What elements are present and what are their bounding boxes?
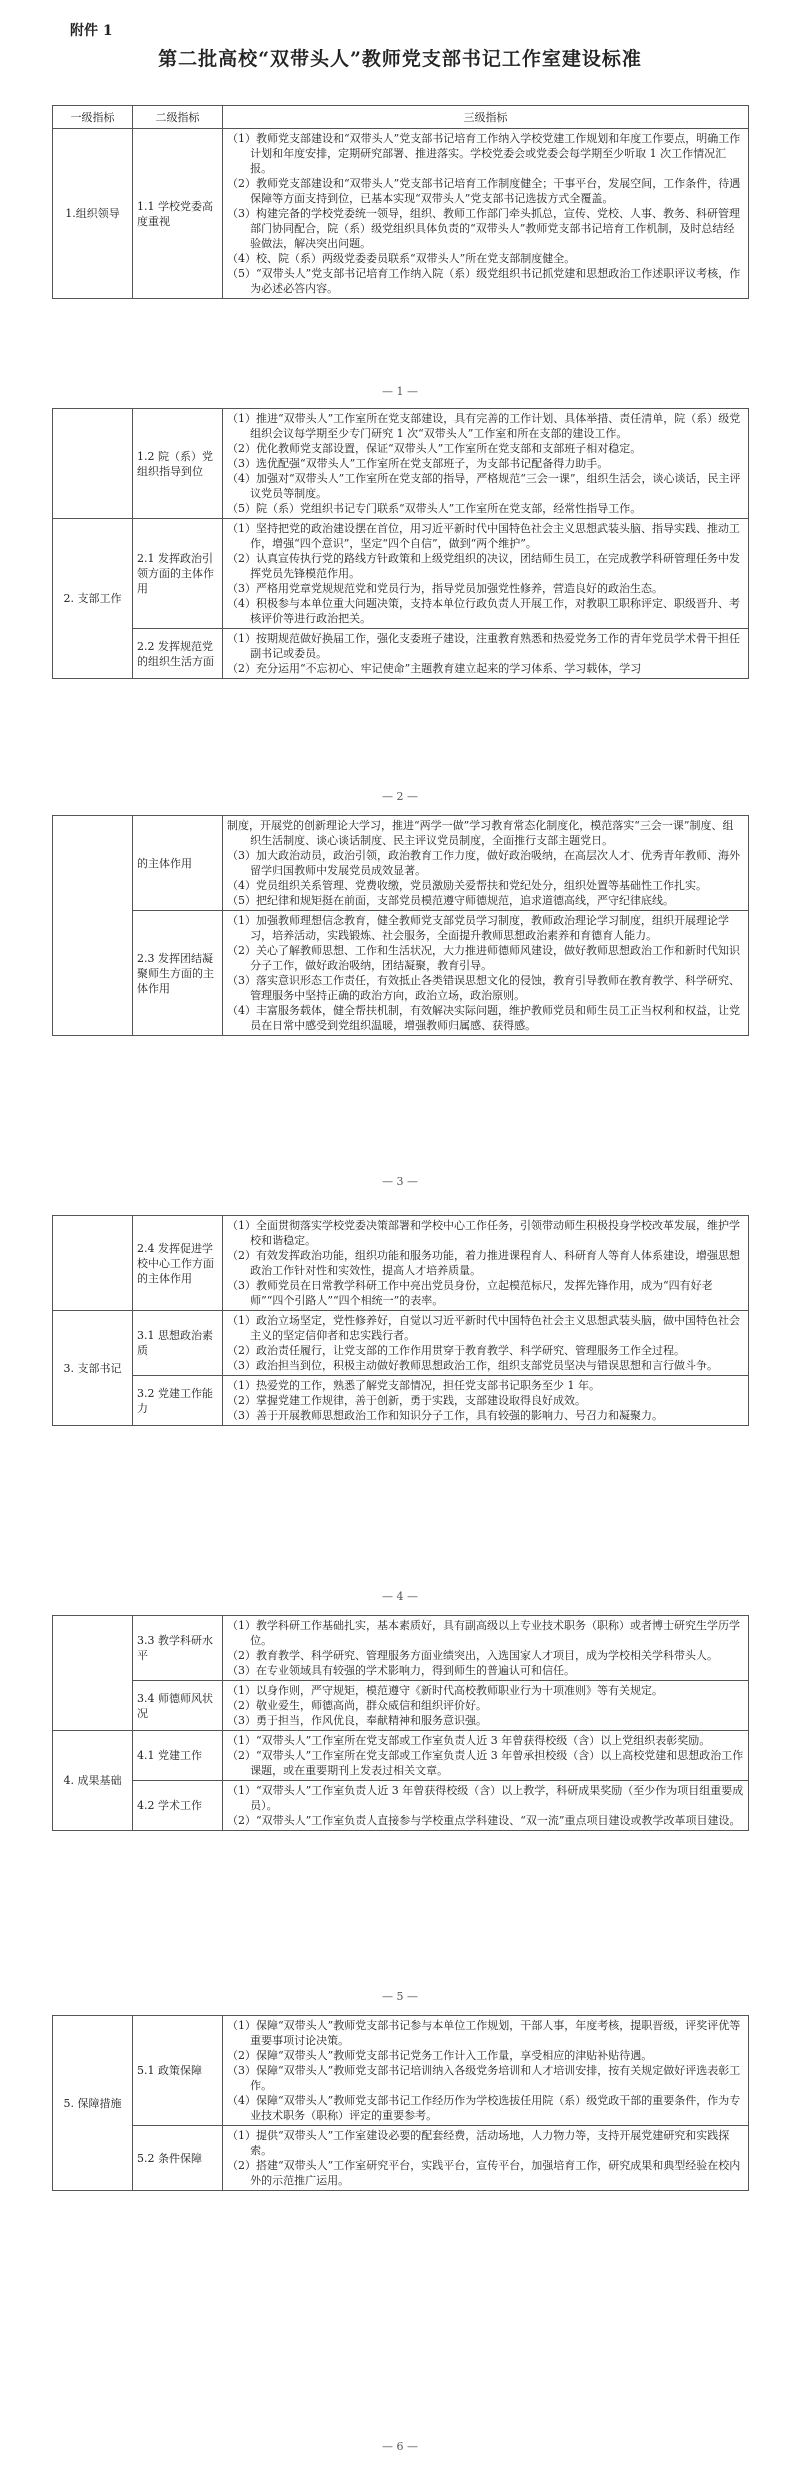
level3-item: （1）坚持把党的政治建设摆在首位，用习近平新时代中国特色社会主义思想武装头脑、指导实践、推动工作，增强“四个意识”，坚定“四个自信”，做到“两个维护”。 bbox=[227, 522, 740, 550]
level1-indicator: 5. 保障措施 bbox=[53, 2016, 133, 2191]
level3-item: （4）校、院（系）两级党委委员联系“双带头人”所在党支部制度健全。 bbox=[227, 252, 576, 265]
level3-indicators bbox=[223, 1781, 749, 1831]
page-number: — 3 — bbox=[382, 1175, 418, 1188]
level3-item: （1）教学科研工作基础扎实，基本素质好，具有副高级以上专业技术职务（职称）或者博士研究生学历学位。 bbox=[227, 1619, 740, 1647]
page-number: — 1 — bbox=[382, 385, 418, 398]
level3-item: （3）落实意识形态工作责任，有效抵止各类错误思想文化的侵蚀，教育引导教师在教育教学、科学研究、管理服务中坚持正确的政治方向，政治立场，政治原则。 bbox=[227, 974, 740, 1002]
table-row bbox=[53, 129, 749, 299]
attachment-label: 附件 1 bbox=[70, 23, 113, 39]
level3-item: （2）保障“双带头人”教师党支部书记党务工作计入工作量，享受相应的津贴补贴待遇。 bbox=[227, 2049, 653, 2062]
level3-item: （3）保障“双带头人”教师党支部书记培训纳入各级党务培训和人才培训安排，按有关规定做好评选表彰工作。 bbox=[227, 2064, 741, 2092]
standards-table-page-1 bbox=[52, 105, 749, 299]
page-number: — 4 — bbox=[382, 1590, 418, 1603]
level3-item: （1）“双带头人”工作室所在党支部或工作室负责人近 3 年曾获得校级（含）以上党组织表彰奖励。 bbox=[227, 1734, 711, 1747]
header-level3: 三级指标 bbox=[223, 106, 749, 129]
level3-item: （1）保障“双带头人”教师党支部书记参与本单位工作规划，干部人事，年度考核，提职晋级，评奖评优等重要事项讨论决策。 bbox=[227, 2019, 741, 2047]
table-header-row bbox=[53, 106, 749, 129]
level3-item: （1）按期规范做好换届工作，强化支委班子建设，注重教育熟悉和热爱党务工作的青年党员学术骨干担任副书记或委员。 bbox=[227, 632, 740, 660]
level3-item: （2）“双带头人”工作室所在党支部或工作室负责人近 3 年曾承担校级（含）以上高校党建和思想政治工作课题，或在重要期刊上发表过相关文章。 bbox=[227, 1749, 744, 1777]
level3-item: （1）“双带头人”工作室负责人近 3 年曾获得校级（含）以上教学，科研成果奖励（至少作为项目组重要成员）。 bbox=[227, 1784, 744, 1812]
level3-indicators bbox=[223, 629, 749, 679]
level3-indicators bbox=[223, 1681, 749, 1731]
level1-indicator: 3. 支部书记 bbox=[53, 1311, 133, 1426]
table-row bbox=[53, 629, 749, 679]
level3-item: （3）勇于担当，作风优良，奉献精神和服务意识强。 bbox=[227, 1714, 487, 1727]
level3-indicators bbox=[223, 519, 749, 629]
level3-item: （1）以身作则，严守规矩，模范遵守《新时代高校教师职业行为十项准则》等有关规定。 bbox=[227, 1684, 663, 1697]
level3-item: （2）敬业爱生，师德高尚，群众威信和组织评价好。 bbox=[227, 1699, 487, 1712]
level3-item: （1）提供“双带头人”工作室建设必要的配套经费，活动场地，人力物力等，支持开展党建研究和实践探索。 bbox=[227, 2129, 730, 2157]
level3-item: （2）搭建“双带头人”工作室研究平台，实践平台，宣传平台，加强培育工作，研究成果和典型经验在校内外的示范推广运用。 bbox=[227, 2159, 741, 2187]
level2-indicator: 2.1 发挥政治引领方面的主体作用 bbox=[133, 519, 223, 629]
table-row bbox=[53, 519, 749, 629]
level3-item: （2）关心了解教师思想、工作和生活状况，大力推进师德师风建设，做好教师思想政治工作和新时代知识分子工作，做好政治吸纳，团结凝聚，教育引导。 bbox=[227, 944, 740, 972]
level2-indicator: 5.1 政策保障 bbox=[133, 2016, 223, 2126]
level3-item: （2）有效发挥政治功能，组织功能和服务功能，着力推进课程育人、科研育人等育人体系建设，增强思想政治工作针对性和实效性，提高人才培养质量。 bbox=[227, 1249, 740, 1277]
level3-item: （2）“双带头人”工作室负责人直接参与学校重点学科建设、“双一流”重点项目建设或教学改革项目建设。 bbox=[227, 1814, 741, 1827]
level2-indicator: 2.3 发挥团结凝聚师生方面的主体作用 bbox=[133, 911, 223, 1036]
page-number: — 5 — bbox=[382, 1990, 418, 2003]
table-row bbox=[53, 1616, 749, 1681]
table-row bbox=[53, 1731, 749, 1781]
level3-item: （2）优化教师党支部设置，保证“双带头人”工作室所在党支部和支部班子相对稳定。 bbox=[227, 442, 642, 455]
level3-item: （1）热爱党的工作，熟悉了解党支部情况，担任党支部书记职务至少 1 年。 bbox=[227, 1379, 600, 1392]
level1-indicator bbox=[53, 409, 133, 519]
level1-indicator bbox=[53, 816, 133, 1036]
level3-indicators bbox=[223, 2016, 749, 2126]
level3-indicators bbox=[223, 2126, 749, 2191]
level3-indicators bbox=[223, 129, 749, 299]
level1-indicator: 1.组织领导 bbox=[53, 129, 133, 299]
table-row bbox=[53, 911, 749, 1036]
level2-indicator: 3.1 思想政治素质 bbox=[133, 1311, 223, 1376]
level3-indicators bbox=[223, 1616, 749, 1681]
level2-indicator: 2.4 发挥促进学校中心工作方面的主体作用 bbox=[133, 1216, 223, 1311]
level3-item: （3）严格用党章党规规范党和党员行为，指导党员加强党性修养，营造良好的政治生态。 bbox=[227, 582, 663, 595]
rows bbox=[53, 129, 749, 299]
table-row bbox=[53, 1781, 749, 1831]
level3-indicators bbox=[223, 911, 749, 1036]
table-row bbox=[53, 1376, 749, 1426]
table-row bbox=[53, 1681, 749, 1731]
level1-indicator bbox=[53, 1216, 133, 1311]
level3-item: （2）掌握党建工作规律，善于创新，勇于实践，支部建设取得良好成效。 bbox=[227, 1394, 586, 1407]
level3-item: （4）丰富服务载体，健全帮扶机制，有效解决实际问题，维护教师党员和师生员工正当权利和权益，让党员在日常中感受到党组织温暖，增强教师归属感、获得感。 bbox=[227, 1004, 740, 1032]
level1-indicator: 4. 成果基础 bbox=[53, 1731, 133, 1831]
level3-indicators bbox=[223, 1376, 749, 1426]
rows bbox=[53, 1216, 749, 1426]
table-row bbox=[53, 2126, 749, 2191]
level3-item: （4）党员组织关系管理、党费收缴，党员激励关爱帮扶和党纪处分，组织处置等基础性工作扎实。 bbox=[227, 879, 707, 892]
level3-item: （3）在专业领域具有较强的学术影响力，得到师生的普遍认可和信任。 bbox=[227, 1664, 575, 1677]
level2-indicator: 1.2 院（系）党组织指导到位 bbox=[133, 409, 223, 519]
level2-indicator: 的主体作用 bbox=[133, 816, 223, 911]
level3-item: （5）把纪律和规矩挺在前面，支部党员模范遵守师德规范，追求道德高线，严守纪律底线。 bbox=[227, 894, 674, 907]
level3-item: （3）选优配强“双带头人”工作室所在党支部班子，为支部书记配备得力助手。 bbox=[227, 457, 609, 470]
rows bbox=[53, 2016, 749, 2191]
level3-item: （4）加强对“双带头人”工作室所在党支部的指导，严格规范“三会一课”，组织生活会，谈心谈话，民主评议党员等制度。 bbox=[227, 472, 741, 500]
level3-item: （1）政治立场坚定，党性修养好，自觉以习近平新时代中国特色社会主义思想武装头脑，做中国特色社会主义的坚定信仰者和忠实践行者。 bbox=[227, 1314, 740, 1342]
level3-item: （2）充分运用“不忘初心、牢记使命”主题教育建立起来的学习体系、学习载体，学习 bbox=[227, 662, 642, 675]
table-row bbox=[53, 2016, 749, 2126]
standards-table-page-6 bbox=[52, 2015, 749, 2191]
level3-item: （1）加强教师理想信念教育，健全教师党支部党员学习制度，教师政治理论学习制度，组织开展理论学习，培养活动，实践锻炼、社会服务，全面提升教师思想政治素养和育德育人能力。 bbox=[227, 914, 729, 942]
level3-item: （1）教师党支部建设和“双带头人”党支部书记培育工作纳入学校党建工作规划和年度工作要点，明确工作计划和年度安排，定期研究部署、推进落实。学校党委会或党委会每学期至少听取 1 次工作情况汇报。 bbox=[227, 132, 741, 175]
level3-item: （3）政治担当到位，积极主动做好教师思想政治工作，组织支部党员坚决与错误思想和言行做斗争。 bbox=[227, 1359, 718, 1372]
level3-item: （2）教师党支部建设和“双带头人”党支部书记培育工作制度健全；干事平台，发展空间，工作条件，待遇保障等方面支持到位，已基本实现“双带头人”党支部书记选拔方式全覆盖。 bbox=[227, 177, 741, 205]
level2-indicator: 3.2 党建工作能力 bbox=[133, 1376, 223, 1426]
level2-indicator: 1.1 学校党委高度重视 bbox=[133, 129, 223, 299]
level2-indicator: 5.2 条件保障 bbox=[133, 2126, 223, 2191]
level3-indicators bbox=[223, 1216, 749, 1311]
level3-item: （3）加大政治动员，政治引领，政治教育工作力度，做好政治吸纳，在高层次人才、优秀青年教师、海外留学归国教师中发展党员成效显著。 bbox=[227, 849, 740, 877]
level2-indicator: 4.2 学术工作 bbox=[133, 1781, 223, 1831]
level3-indicators bbox=[223, 409, 749, 519]
level3-item: （1）推进“双带头人”工作室所在党支部建设，具有完善的工作计划、具体举措、责任清单，院（系）级党组织会议每学期至少专门研究 1 次“双带头人”工作室和所在支部的建设工作。 bbox=[227, 412, 741, 440]
level3-item: （3）教师党员在日常教学科研工作中亮出党员身份，立起模范标尺，发挥先锋作用，成为“四有好老师”“四个引路人”“四个相统一”的表率。 bbox=[227, 1279, 713, 1307]
standards-table-page-5 bbox=[52, 1615, 749, 1831]
level3-item: 制度，开展党的创新理论大学习，推进“两学一做”学习教育常态化制度化，模范落实“三会一课”制度、组织生活制度、谈心谈话制度、民主评议党员制度，全面推行支部主题党日。 bbox=[227, 819, 734, 847]
level3-item: （2）教育教学、科学研究、管理服务方面业绩突出，入选国家人才项目，成为学校相关学科带头人。 bbox=[227, 1649, 718, 1662]
level2-indicator: 3.3 教学科研水平 bbox=[133, 1616, 223, 1681]
rows bbox=[53, 1616, 749, 1831]
level2-indicator: 3.4 师德师风状况 bbox=[133, 1681, 223, 1731]
level3-item: （5）“双带头人”党支部书记培育工作纳入院（系）级党组织书记抓党建和思想政治工作述职评议考核，作为必述必答内容。 bbox=[227, 267, 741, 295]
level1-indicator: 2. 支部工作 bbox=[53, 519, 133, 679]
header-level1: 一级指标 bbox=[53, 106, 133, 129]
level3-item: （2）认真宣传执行党的路线方针政策和上级党组织的决议，团结师生员工，在完成教学科研管理任务中发挥党员先锋模范作用。 bbox=[227, 552, 740, 580]
table-row bbox=[53, 409, 749, 519]
level3-item: （4）积极参与本单位重大问题决策，支持本单位行政负责人开展工作，对教职工职称评定、职级晋升、考核评价等进行政治把关。 bbox=[227, 597, 740, 625]
level3-item: （5）院（系）党组织书记专门联系“双带头人”工作室所在党支部，经常性指导工作。 bbox=[227, 502, 642, 515]
table-row bbox=[53, 816, 749, 911]
level3-item: （2）政治责任履行，让党支部的工作作用贯穿于教育教学、科学研究、管理服务工作全过程。 bbox=[227, 1344, 685, 1357]
standards-table-page-2 bbox=[52, 408, 749, 679]
standards-table-page-4 bbox=[52, 1215, 749, 1426]
page-number: — 2 — bbox=[382, 790, 418, 803]
rows bbox=[53, 816, 749, 1036]
standards-table-page-3 bbox=[52, 815, 749, 1036]
table-row bbox=[53, 1216, 749, 1311]
level3-item: （3）善于开展教师思想政治工作和知识分子工作，具有较强的影响力、号召力和凝聚力。 bbox=[227, 1409, 663, 1422]
rows bbox=[53, 409, 749, 679]
page-number: — 6 — bbox=[382, 2440, 418, 2453]
level3-indicators bbox=[223, 1311, 749, 1376]
level2-indicator: 2.2 发挥规范党的组织生活方面 bbox=[133, 629, 223, 679]
table-row bbox=[53, 1311, 749, 1376]
level3-indicators bbox=[223, 816, 749, 911]
level3-item: （4）保障“双带头人”教师党支部书记工作经历作为学校选拔任用院（系）级党政干部的重要条件，作为专业技术职务（职称）评定的重要参考。 bbox=[227, 2094, 741, 2122]
header-level2: 二级指标 bbox=[133, 106, 223, 129]
document-title: 第二批高校“双带头人”教师党支部书记工作室建设标准 bbox=[158, 48, 642, 70]
level3-indicators bbox=[223, 1731, 749, 1781]
level3-item: （3）构建完备的学校党委统一领导，组织、教师工作部门牵头抓总，宣传、党校、人事、教务、科研管理部门协同配合，院（系）级党组织具体负责的“双带头人”教师党支部书记培育工作机制，及时总结经验做法，解决突出问题。 bbox=[227, 207, 740, 250]
level2-indicator: 4.1 党建工作 bbox=[133, 1731, 223, 1781]
level3-item: （1）全面贯彻落实学校党委决策部署和学校中心工作任务，引领带动师生积极投身学校改革发展，维护学校和谐稳定。 bbox=[227, 1219, 740, 1247]
level1-indicator bbox=[53, 1616, 133, 1731]
